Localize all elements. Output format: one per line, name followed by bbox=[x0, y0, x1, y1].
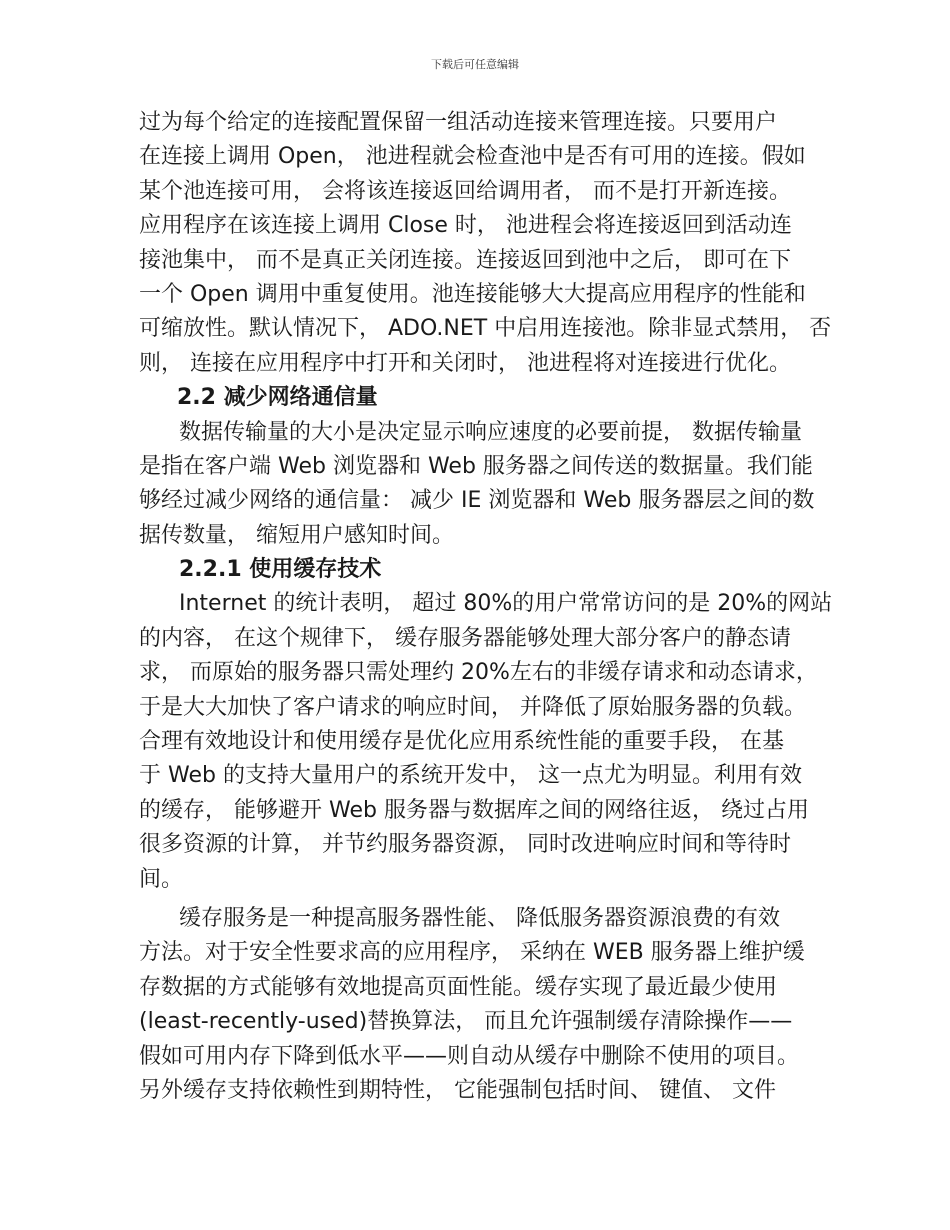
paragraph-network-traffic bbox=[139, 416, 815, 554]
text-line: 在连接上调用 Open， 池进程就会检查池中是否有可用的连接。假如 bbox=[139, 144, 806, 170]
paragraph-cache-service bbox=[139, 902, 815, 1108]
text-line: Internet 的统计表明， 超过 80%的用户常常访问的是 20%的网站 bbox=[179, 591, 833, 617]
text-line: 合理有效地设计和使用缓存是优化应用系统性能的重要手段， 在基 bbox=[139, 729, 784, 755]
text-line: 的内容， 在这个规律下， 缓存服务器能够处理大部分客户的静态请 bbox=[139, 625, 791, 651]
text-line: 缓存服务是一种提高服务器性能、 降低服务器资源浪费的有效 bbox=[179, 905, 780, 931]
text-line: 一个 Open 调用中重复使用。池连接能够大大提高应用程序的性能和 bbox=[139, 281, 806, 307]
section-heading-2-2-1: 2.2.1 使用缓存技术 bbox=[179, 557, 382, 583]
section-heading-2-2: 2.2 减少网络通信量 bbox=[177, 385, 378, 411]
text-line: 假如可用内存下降到低水平——则自动从缓存中删除不使用的项目。 bbox=[139, 1043, 800, 1069]
text-line: 另外缓存支持依赖性到期特性， 它能强制包括时间、 键值、 文件 bbox=[139, 1077, 776, 1103]
document-body bbox=[139, 106, 833, 1108]
text-line: 据传数量， 缩短用户感知时间。 bbox=[139, 522, 454, 548]
text-line: (least-recently-used)替换算法， 而且允许强制缓存清除操作—— bbox=[139, 1009, 793, 1035]
text-line: 可缩放性。默认情况下， ADO.NET 中启用连接池。除非显式禁用， 否 bbox=[139, 316, 832, 342]
page-header: 下载后可任意编辑 bbox=[431, 58, 519, 71]
text-line: 于 Web 的支持大量用户的系统开发中， 这一点尤为明显。利用有效 bbox=[139, 763, 802, 789]
text-line: 求， 而原始的服务器只需处理约 20%左右的非缓存请求和动态请求， bbox=[139, 660, 818, 686]
text-line: 是指在客户端 Web 浏览器和 Web 服务器之间传送的数据量。我们能 bbox=[139, 453, 813, 479]
text-line: 则， 连接在应用程序中打开和关闭时， 池进程将对连接进行优化。 bbox=[139, 350, 791, 376]
paragraph-connection-pool bbox=[139, 106, 832, 381]
text-line: 应用程序在该连接上调用 Close 时， 池进程会将连接返回到活动连 bbox=[139, 213, 792, 239]
paragraph-caching-stats bbox=[139, 587, 833, 897]
text-line: 接池集中， 而不是真正关闭连接。连接返回到池中之后， 即可在下 bbox=[139, 247, 791, 273]
text-line: 数据传输量的大小是决定显示响应速度的必要前提， 数据传输量 bbox=[179, 419, 802, 445]
text-line: 于是大大加快了客户请求的响应时间， 并降低了原始服务器的负载。 bbox=[139, 694, 806, 720]
text-line: 某个池连接可用， 会将该连接返回给调用者， 而不是打开新连接。 bbox=[139, 178, 791, 204]
text-line: 间。 bbox=[139, 866, 184, 892]
text-line: 很多资源的计算， 并节约服务器资源， 同时改进响应时间和等待时 bbox=[139, 832, 791, 858]
text-line: 够经过减少网络的通信量： 减少 IE 浏览器和 Web 服务器层之间的数 bbox=[139, 488, 815, 514]
text-line: 过为每个给定的连接配置保留一组活动连接来管理连接。只要用户 bbox=[139, 110, 778, 135]
text-line: 方法。对于安全性要求高的应用程序， 采纳在 WEB 服务器上维护缓 bbox=[139, 940, 805, 966]
text-line: 的缓存， 能够避开 Web 服务器与数据库之间的网络往返， 绕过占用 bbox=[139, 797, 809, 823]
text-line: 存数据的方式能够有效地提高页面性能。缓存实现了最近最少使用 bbox=[139, 974, 778, 1000]
